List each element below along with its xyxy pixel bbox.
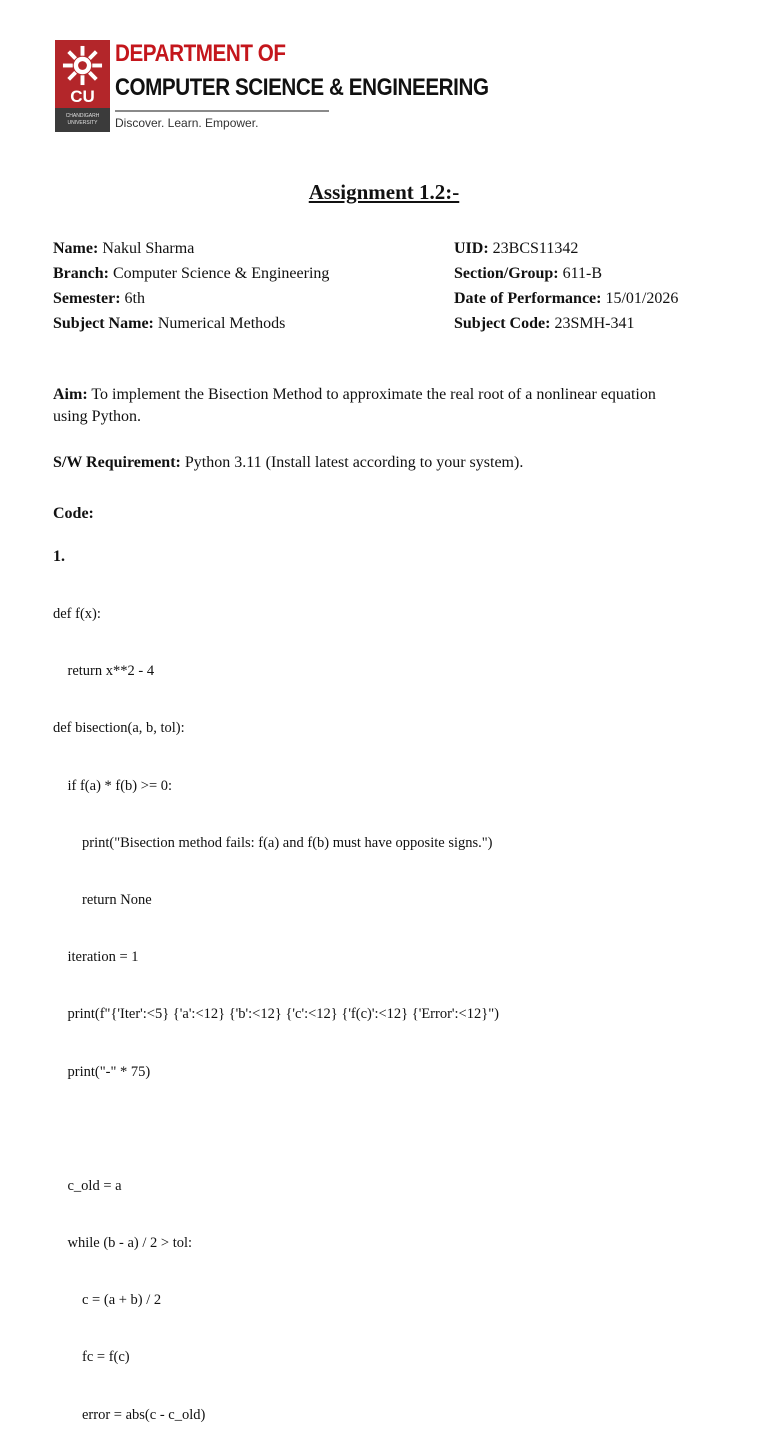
code-line: print("-" * 75) (53, 1063, 151, 1080)
subject-code-value: 23SMH-341 (554, 315, 635, 332)
uid-row (454, 236, 678, 261)
uid-label: UID: (454, 240, 489, 257)
header-divider (115, 110, 329, 112)
branch-row (53, 261, 329, 286)
aim-text: To implement the Bisection Method to approximate the real root of a nonlinear equation using Python. (53, 386, 656, 425)
semester-label: Semester: (53, 290, 121, 307)
software-requirement-paragraph (53, 452, 693, 474)
subject-name-label: Subject Name: (53, 315, 154, 332)
subject-code-row (454, 311, 678, 336)
code-line: return x**2 - 4 (53, 663, 155, 680)
code-line: if f(a) * f(b) >= 0: (53, 777, 173, 794)
code-line: iteration = 1 (53, 949, 139, 966)
uid-value: 23BCS11342 (492, 240, 579, 257)
code-line: def bisection(a, b, tol): (53, 720, 185, 737)
section-label: Section/Group: (454, 265, 559, 282)
semester-value: 6th (124, 290, 145, 307)
name-label: Name: (53, 240, 99, 257)
department-title-line2: COMPUTER SCIENCE & ENGINEERING (115, 74, 489, 101)
subject-name-row (53, 311, 329, 336)
sw-text: Python 3.11 (Install latest according to your system). (184, 454, 524, 471)
code-line: c = (a + b) / 2 (53, 1292, 162, 1309)
code-number: 1. (53, 548, 65, 565)
code-block (53, 569, 499, 1444)
department-header (55, 40, 495, 136)
subject-code-label: Subject Code: (454, 315, 551, 332)
code-line: print("Bisection method fails: f(a) and f(b) must have opposite signs.") (53, 834, 493, 851)
subject-name-value: Numerical Methods (157, 315, 286, 332)
gear-emblem-icon (61, 44, 104, 87)
logo-university-name: CHANDIGARH UNIVERSITY (55, 108, 110, 132)
date-value: 15/01/2026 (605, 290, 679, 307)
aim-label: Aim: (53, 386, 88, 403)
university-logo (55, 40, 110, 132)
branch-value: Computer Science & Engineering (113, 265, 330, 282)
semester-row (53, 286, 329, 311)
code-line: c_old = a (53, 1177, 122, 1194)
department-title-line1: DEPARTMENT OF (115, 40, 286, 67)
section-value: 611-B (562, 265, 603, 282)
code-line: while (b - a) / 2 > tol: (53, 1235, 193, 1252)
logo-text: CU (70, 87, 95, 106)
code-line: def f(x): (53, 606, 101, 622)
code-line: print(f"{'Iter':<5} {'a':<12} {'b':<12} {'c':<12} {'f(c)':<12} {'Error':<12}") (53, 1006, 499, 1023)
section-row (454, 261, 678, 286)
branch-label: Branch: (53, 265, 109, 282)
assignment-title (0, 180, 768, 205)
assignment-title-text: Assignment 1.2:- (308, 180, 460, 204)
code-heading: Code: (53, 505, 94, 522)
name-value: Nakul Sharma (102, 240, 195, 257)
code-line (53, 1118, 499, 1141)
code-line: return None (53, 891, 152, 908)
tagline: Discover. Learn. Empower. (115, 116, 259, 130)
code-line: error = abs(c - c_old) (53, 1406, 206, 1423)
aim-paragraph (53, 384, 693, 428)
student-info-left (53, 236, 329, 336)
date-row (454, 286, 678, 311)
sw-label: S/W Requirement: (53, 454, 181, 471)
date-label: Date of Performance: (454, 290, 602, 307)
student-info-right (454, 236, 678, 336)
name-row (53, 236, 329, 261)
code-line: fc = f(c) (53, 1349, 130, 1366)
